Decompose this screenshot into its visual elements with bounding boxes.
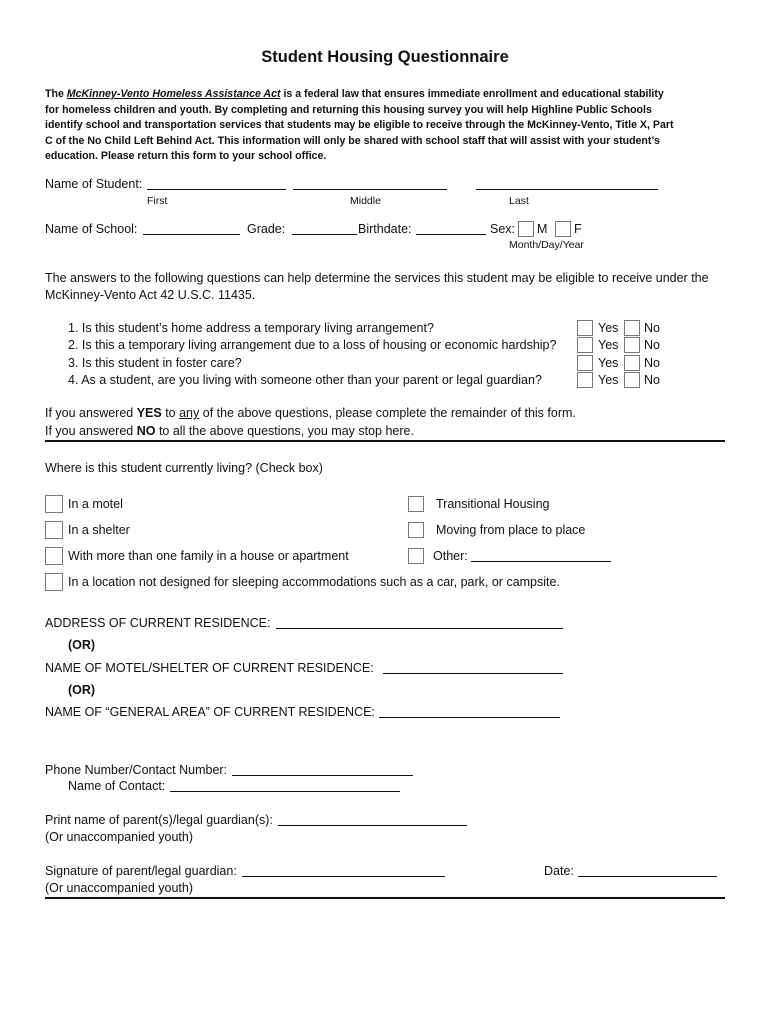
sex-m-checkbox[interactable] xyxy=(518,221,534,237)
sex-f-label: F xyxy=(574,222,582,236)
unaccompanied-youth-note-2: (Or unaccompanied youth) xyxy=(45,881,193,895)
moving-checkbox[interactable] xyxy=(408,522,424,538)
instruction-yes-keyword: YES xyxy=(136,406,162,420)
instruction-yes-text-a: If you answered xyxy=(45,406,137,420)
q1-no-checkbox[interactable] xyxy=(624,320,640,336)
guardian-print-name-label: Print name of parent(s)/legal guardian(s): xyxy=(45,813,273,827)
family-checkbox[interactable] xyxy=(45,547,63,565)
question-2: 2. Is this a temporary living arrangement due to a loss of housing or economic hardship? xyxy=(68,338,557,352)
intro-line2: for homeless children and youth. By completing and returning this housing survey you will help Highline Public Schools xyxy=(45,103,652,116)
q2-yes-label: Yes xyxy=(598,338,619,352)
intro-line5: education. Please return this form to your school office. xyxy=(45,150,327,163)
guardian-signature-label: Signature of parent/legal guardian: xyxy=(45,864,237,878)
first-caption: First xyxy=(147,195,168,207)
sex-f-checkbox[interactable] xyxy=(555,221,571,237)
q3-no-checkbox[interactable] xyxy=(624,355,640,371)
page-title: Student Housing Questionnaire xyxy=(261,48,509,66)
q1-yes-label: Yes xyxy=(598,321,619,335)
transitional-checkbox[interactable] xyxy=(408,496,424,512)
shelter-label: In a shelter xyxy=(68,523,130,537)
q2-yes-checkbox[interactable] xyxy=(577,337,593,353)
sex-m-label: M xyxy=(537,222,548,236)
q2-no-label: No xyxy=(644,338,660,352)
q4-no-checkbox[interactable] xyxy=(624,372,640,388)
instruction-no xyxy=(45,424,414,438)
school-name-field[interactable] xyxy=(143,223,240,235)
grade-label: Grade: xyxy=(247,222,286,236)
q4-yes-label: Yes xyxy=(598,373,619,387)
middle-caption: Middle xyxy=(350,195,381,207)
address-field[interactable] xyxy=(276,617,563,629)
shelter-checkbox[interactable] xyxy=(45,521,63,539)
moving-label: Moving from place to place xyxy=(436,523,586,537)
q4-no-label: No xyxy=(644,373,660,387)
date-label: Date: xyxy=(544,864,574,878)
q3-no-label: No xyxy=(644,356,660,370)
intro-line1-pre: The xyxy=(45,88,67,100)
address-label: ADDRESS OF CURRENT RESIDENCE: xyxy=(45,616,271,630)
family-label: With more than one family in a house or apartment xyxy=(68,549,349,563)
instruction-yes-text-b: to xyxy=(161,406,180,420)
answers-intro-line1: The answers to the following questions can help determine the services this student may be eligible to receive under the xyxy=(45,271,709,285)
location-checkbox[interactable] xyxy=(45,573,63,591)
transitional-label: Transitional Housing xyxy=(436,497,550,511)
last-caption: Last xyxy=(509,195,529,207)
other-label: Other: xyxy=(433,549,468,563)
student-name-label: Name of Student: xyxy=(45,177,143,191)
student-middle-name-field[interactable] xyxy=(293,178,447,190)
birthdate-label: Birthdate: xyxy=(358,222,412,236)
q4-yes-checkbox[interactable] xyxy=(577,372,593,388)
living-question: Where is this student currently living? (Check box) xyxy=(45,461,323,475)
instruction-no-keyword: NO xyxy=(136,424,156,438)
contact-name-label: Name of Contact: xyxy=(68,779,166,793)
guardian-print-name-field[interactable] xyxy=(278,814,467,826)
q1-no-label: No xyxy=(644,321,660,335)
date-format-hint: Month/Day/Year xyxy=(509,239,584,251)
act-name: McKinney-Vento Homeless Assistance Act xyxy=(66,88,281,100)
q3-yes-checkbox[interactable] xyxy=(577,355,593,371)
phone-field[interactable] xyxy=(232,764,413,776)
school-name-label: Name of School: xyxy=(45,222,138,236)
instruction-yes-text-c: of the above questions, please complete the remainder of this form. xyxy=(199,406,576,420)
motel-shelter-name-field[interactable] xyxy=(383,662,563,674)
q2-no-checkbox[interactable] xyxy=(624,337,640,353)
intro-line4: C of the No Child Left Behind Act. This information will only be shared with school staff that will assist with your student’s xyxy=(45,134,660,147)
general-area-label: NAME OF “GENERAL AREA” OF CURRENT RESIDENCE: xyxy=(45,705,375,719)
instruction-yes xyxy=(45,406,576,420)
other-field[interactable] xyxy=(471,550,611,562)
instruction-any-keyword: any xyxy=(179,406,200,420)
or-label-2: (OR) xyxy=(68,683,96,697)
general-area-field[interactable] xyxy=(379,706,560,718)
student-first-name-field[interactable] xyxy=(147,178,286,190)
answers-intro-line2: McKinney-Vento Act 42 U.S.C. 11435. xyxy=(45,288,256,302)
sex-label: Sex: xyxy=(490,222,516,236)
unaccompanied-youth-note-1: (Or unaccompanied youth) xyxy=(45,830,193,844)
question-1: 1. Is this student’s home address a temporary living arrangement? xyxy=(68,321,434,335)
section-divider xyxy=(45,440,725,442)
guardian-signature-field[interactable] xyxy=(242,865,445,877)
other-checkbox[interactable] xyxy=(408,548,424,564)
birthdate-field[interactable] xyxy=(416,223,486,235)
motel-checkbox[interactable] xyxy=(45,495,63,513)
instruction-no-text-a: If you answered xyxy=(45,424,137,438)
q3-yes-label: Yes xyxy=(598,356,619,370)
intro-paragraph xyxy=(45,87,725,165)
location-label: In a location not designed for sleeping accommodations such as a car, park, or campsite. xyxy=(68,575,560,589)
motel-shelter-name-label: NAME OF MOTEL/SHELTER OF CURRENT RESIDENCE: xyxy=(45,661,374,675)
date-field[interactable] xyxy=(578,865,717,877)
question-4: 4. As a student, are you living with someone other than your parent or legal guardian? xyxy=(68,373,542,387)
student-last-name-field[interactable] xyxy=(476,178,658,190)
grade-field[interactable] xyxy=(292,223,357,235)
intro-line1-post: is a federal law that ensures immediate enrollment and educational stability xyxy=(280,88,664,100)
intro-line3: identify school and transportation services that students may be eligible to receive through the McKinney-Vento, Title X, Part xyxy=(45,119,674,132)
bottom-divider xyxy=(45,897,725,899)
question-3: 3. Is this student in foster care? xyxy=(68,356,242,370)
motel-label: In a motel xyxy=(68,497,123,511)
q1-yes-checkbox[interactable] xyxy=(577,320,593,336)
phone-label: Phone Number/Contact Number: xyxy=(45,763,228,777)
or-label-1: (OR) xyxy=(68,638,96,652)
instruction-no-text-b: to all the above questions, you may stop here. xyxy=(155,424,414,438)
contact-name-field[interactable] xyxy=(170,780,400,792)
